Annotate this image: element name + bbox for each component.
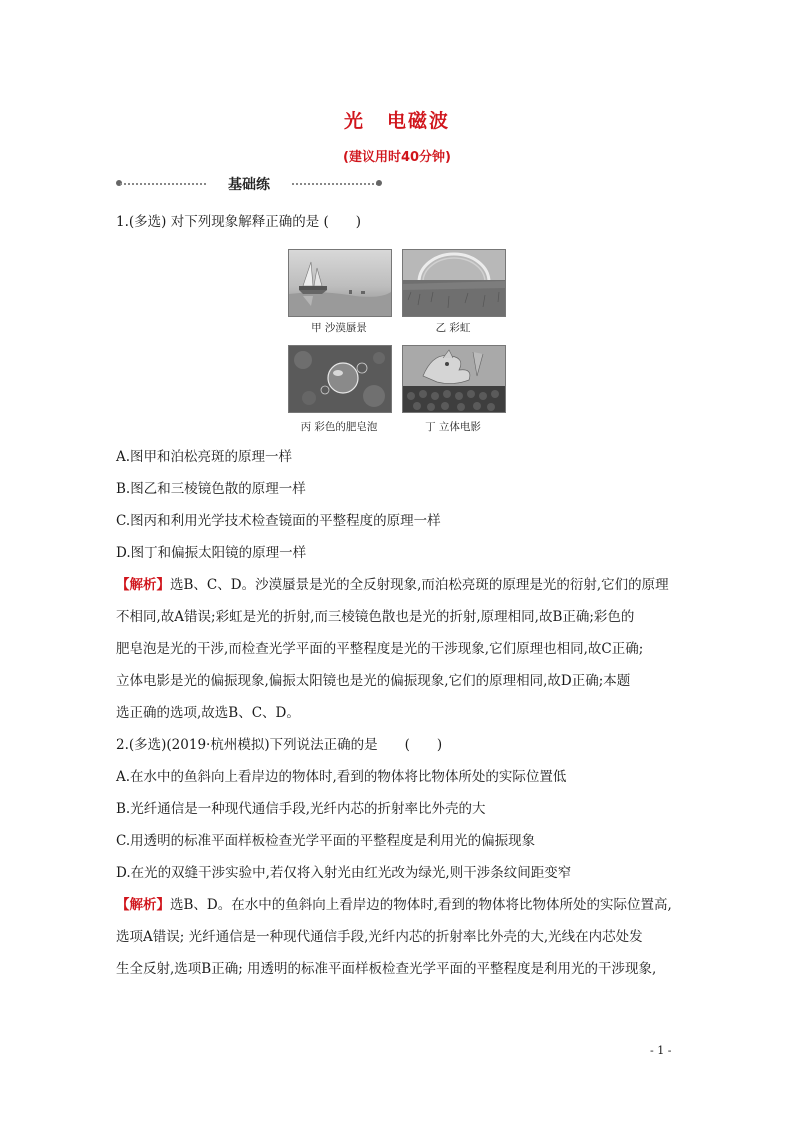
question-1-option-b: B.图乙和三棱镜色散的原理一样 [116,481,306,497]
question-2-analysis-line-2: 选项A错误; 光纤通信是一种现代通信手段,光纤内芯的折射率比外壳的大,光线在内芯处发 [116,929,643,945]
question-1-analysis-line-3: 肥皂泡是光的干涉,而检查光学平面的平整程度是光的干涉现象,它们原理也相同,故C正确; [116,641,644,657]
question-2-stem: 2.(多选)(2019·杭州模拟)下列说法正确的是 ( ) [116,737,443,753]
question-1-analysis-line-5: 选正确的选项,故选B、C、D。 [116,705,300,721]
question-1-option-c: C.图丙和利用光学技术检查镜面的平整程度的原理一样 [116,513,441,529]
question-2-option-d: D.在光的双缝干涉实验中,若仅将入射光由红光改为绿光,则干涉条纹间距变窄 [116,865,572,881]
soap-bubble-photo [288,345,392,413]
section-divider-left [120,183,206,185]
3d-movie-photo [402,345,506,413]
analysis-text: 选B、D。在水中的鱼斜向上看岸边的物体时,看到的物体将比物体所处的实际位置高, [170,897,672,913]
mirage-photo [288,249,392,317]
section-label: 基础练 [228,177,270,193]
question-1-option-d: D.图丁和偏振太阳镜的原理一样 [116,545,307,561]
rainbow-photo [402,249,506,317]
figure-caption-ding: 丁 立体电影 [425,421,481,433]
analysis-label: 【解析】 [116,897,170,913]
figure-caption-yi: 乙 彩虹 [435,322,471,334]
question-2-analysis-line-3: 生全反射,选项B正确; 用透明的标准平面样板检查光学平面的平整程度是利用光的干涉现象, [116,961,657,977]
question-2-option-c: C.用透明的标准平面样板检查光学平面的平整程度是利用光的偏振现象 [116,833,536,849]
question-1-option-a: A.图甲和泊松亮斑的原理一样 [116,449,293,465]
section-dot-right [376,180,382,186]
question-2-option-b: B.光纤通信是一种现代通信手段,光纤内芯的折射率比外壳的大 [116,801,486,817]
question-1-analysis-line-1 [116,573,669,593]
figure-caption-bing: 丙 彩色的肥皂泡 [300,421,378,433]
question-1-analysis-line-4: 立体电影是光的偏振现象,偏振太阳镜也是光的偏振现象,它们的原理相同,故D正确;本题 [116,673,631,689]
page-subtitle: (建议用时40分钟) [343,150,451,165]
title-part-em: 电磁波 [387,110,451,132]
section-divider-right [292,183,378,185]
question-2-option-a: A.在水中的鱼斜向上看岸边的物体时,看到的物体将比物体所处的实际位置低 [116,769,567,785]
analysis-label: 【解析】 [116,577,170,593]
page-number: - 1 - [650,1044,672,1057]
question-1-stem: 1.(多选) 对下列现象解释正确的是 ( ) [116,214,362,230]
section-header [116,174,382,194]
figure-caption-jia: 甲 沙漠蜃景 [311,322,367,334]
page-title [0,106,794,133]
title-part-light: 光 [343,110,365,132]
question-1-analysis-line-2: 不相同,故A错误;彩虹是光的折射,而三棱镜色散也是光的折射,原理相同,故B正确;彩色的 [116,609,635,625]
analysis-text: 选B、C、D。沙漠蜃景是光的全反射现象,而泊松亮斑的原理是光的衍射,它们的原理 [170,577,669,593]
question-2-analysis-line-1 [116,893,672,913]
